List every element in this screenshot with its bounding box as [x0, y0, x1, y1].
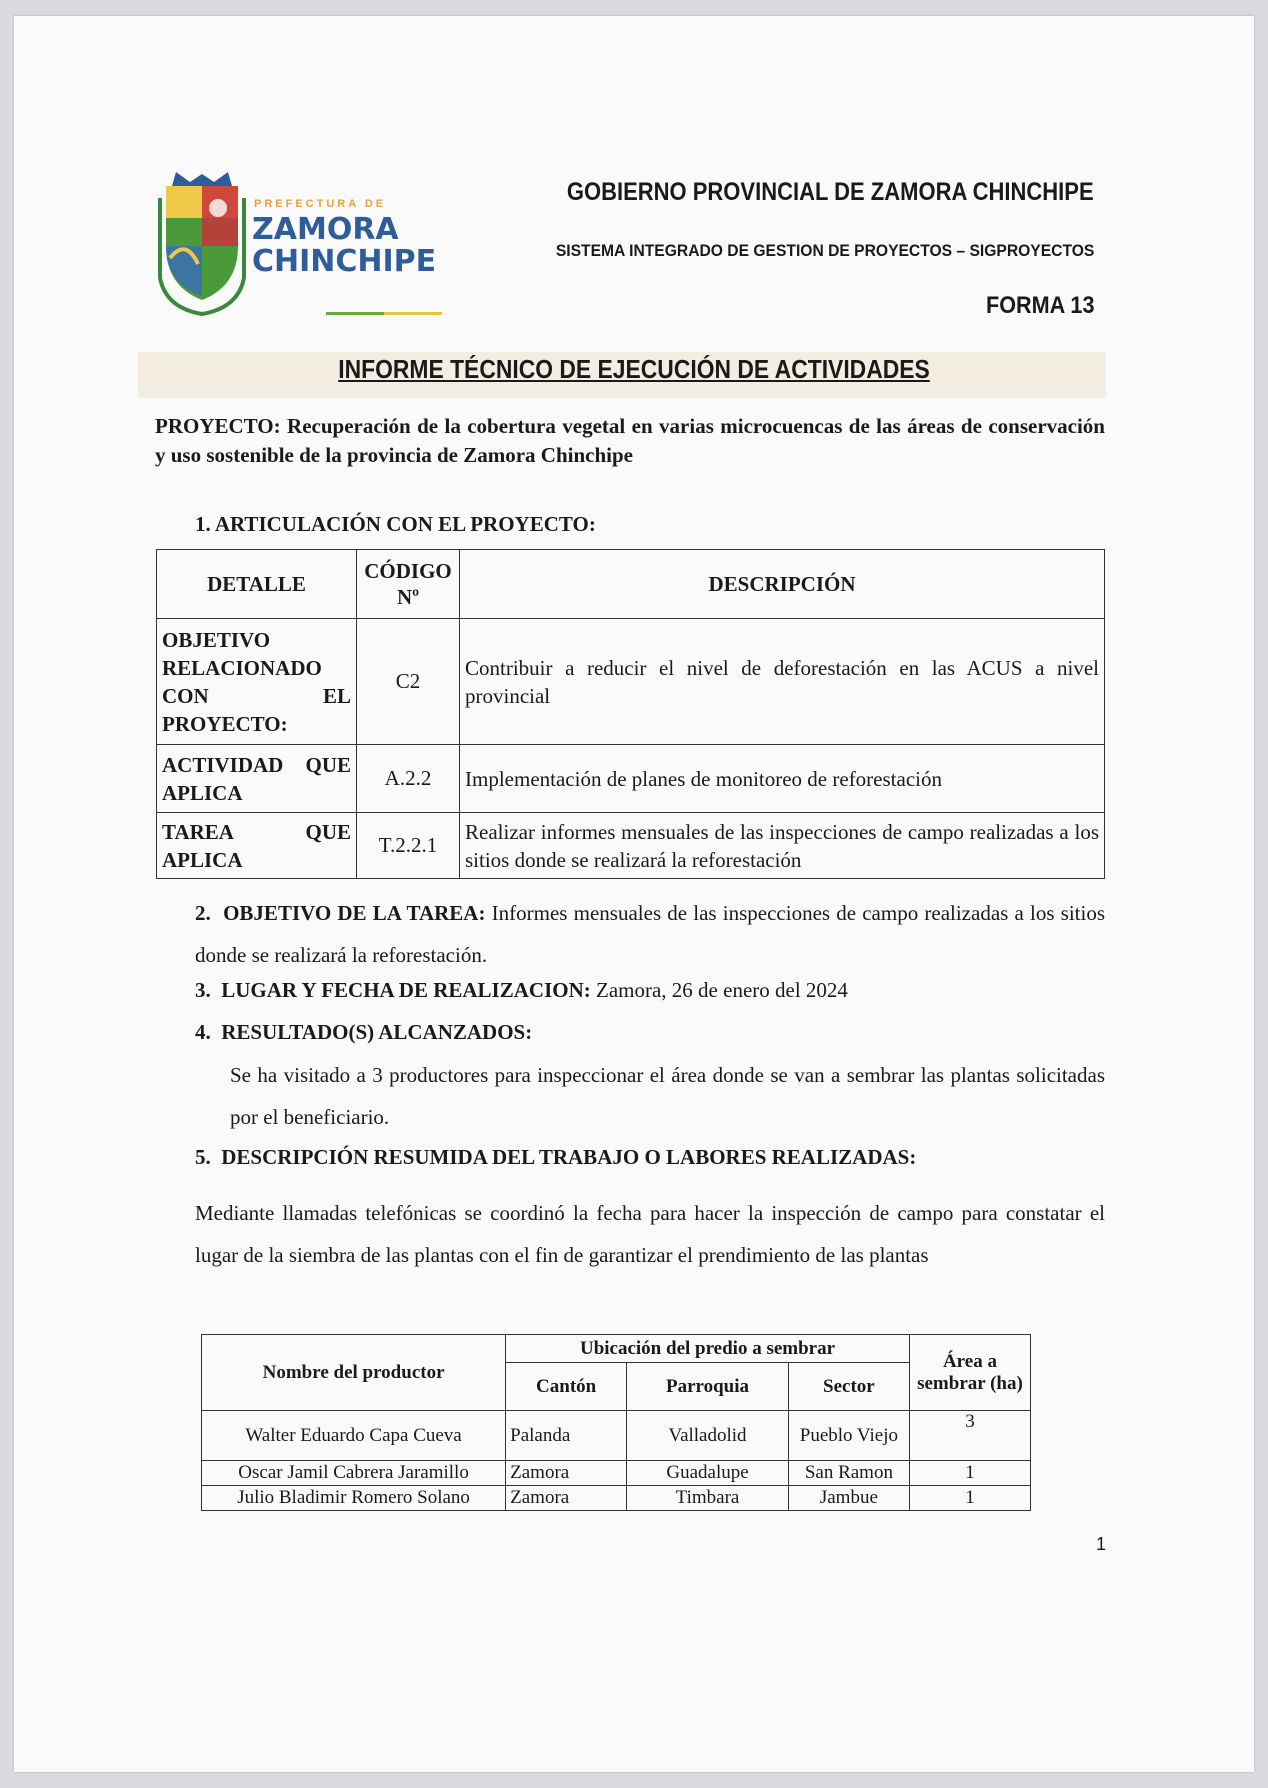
- section-5-label: DESCRIPCIÓN RESUMIDA DEL TRABAJO O LABORES REALIZADAS:: [221, 1145, 917, 1169]
- table-row: [202, 1486, 1031, 1511]
- government-heading: GOBIERNO PROVINCIAL DE ZAMORA CHINCHIPE: [567, 178, 1094, 206]
- table-header-row: [157, 550, 1105, 619]
- document-page: [14, 16, 1254, 1772]
- cell-canton: Zamora: [506, 1486, 627, 1511]
- header-area: Área a sembrar (ha): [909, 1335, 1030, 1411]
- section-4: 4. RESULTADO(S) ALCANZADOS:: [195, 1020, 533, 1044]
- cell-sector: San Ramon: [788, 1461, 909, 1486]
- project-text: Recuperación de la cobertura vegetal en varias microcuencas de las áreas de conservación y uso sostenible de la provincia de Zamora Chinchipe: [155, 414, 1105, 467]
- cell-parish: Guadalupe: [627, 1461, 789, 1486]
- header-parish: Parroquia: [627, 1363, 789, 1411]
- table-row: [157, 619, 1105, 745]
- section-3-text: Zamora, 26 de enero del 2024: [596, 978, 848, 1002]
- report-title: INFORME TÉCNICO DE EJECUCIÓN DE ACTIVIDADES: [338, 354, 930, 384]
- project-label: PROYECTO:: [155, 414, 281, 438]
- header-canton: Cantón: [506, 1363, 627, 1411]
- section-5: [195, 1142, 1105, 1172]
- form-number: FORMA 13: [985, 292, 1094, 319]
- logo-divider: [326, 312, 442, 315]
- section-3-label: LUGAR Y FECHA DE REALIZACION: [221, 978, 584, 1002]
- row-detail: OBJETIVO RELACIONADO CON EL PROYECTO:: [157, 619, 357, 745]
- row-code: A.2.2: [357, 745, 460, 813]
- articulation-table: [156, 549, 1105, 879]
- prefectura-logo: [156, 168, 446, 318]
- section-3-num: 3.: [195, 978, 211, 1002]
- table-header-row: [202, 1335, 1031, 1363]
- table-row: [202, 1411, 1031, 1461]
- system-heading: SISTEMA INTEGRADO DE GESTION DE PROYECTOS – SIGPROYECTOS: [555, 241, 1094, 260]
- project-block: [155, 412, 1105, 470]
- section-2-label: OBJETIVO DE LA TAREA: [223, 901, 479, 925]
- header-code: CÓDIGO Nº: [357, 550, 460, 619]
- section-2-text: Informes mensuales de las inspecciones de campo realizadas a los sitios donde se realizará la reforestación.: [195, 901, 1106, 967]
- section-5-num: 5.: [195, 1145, 211, 1169]
- header-location: Ubicación del predio a sembrar: [506, 1335, 910, 1363]
- section-4-label: RESULTADO(S) ALCANZADOS: [221, 1020, 526, 1044]
- cell-name: Oscar Jamil Cabrera Jaramillo: [202, 1461, 506, 1486]
- cell-area: 3: [909, 1411, 1030, 1461]
- table-row: [157, 813, 1105, 879]
- logo-title-line1: ZAMORA: [252, 212, 399, 247]
- header-detail: DETALLE: [157, 550, 357, 619]
- row-description: Implementación de planes de monitoreo de reforestación: [460, 745, 1105, 813]
- section-4-text: Se ha visitado a 3 productores para inspeccionar el área donde se van a sembrar las plantas solicitadas por el beneficiario.: [230, 1063, 1105, 1129]
- table-row: [202, 1461, 1031, 1486]
- row-code: T.2.2.1: [357, 813, 460, 879]
- cell-parish: Valladolid: [627, 1411, 789, 1461]
- row-detail: TAREA QUE APLICA: [157, 813, 357, 879]
- section-2-num: 2.: [195, 901, 211, 925]
- coat-of-arms-icon: [156, 168, 248, 318]
- row-code: C2: [357, 619, 460, 745]
- logo-subtitle: PREFECTURA DE: [254, 198, 387, 210]
- page-number: 1: [1096, 1534, 1107, 1554]
- section-1-heading: 1. ARTICULACIÓN CON EL PROYECTO:: [195, 512, 596, 536]
- section-3: 3. LUGAR Y FECHA DE REALIZACION: Zamora, 26 de enero del 2024: [195, 978, 848, 1002]
- row-description: Contribuir a reducir el nivel de deforestación en las ACUS a nivel provincial: [460, 619, 1105, 745]
- header-producer-name: Nombre del productor: [202, 1335, 506, 1411]
- section-5-text: Mediante llamadas telefónicas se coordinó la fecha para hacer la inspección de campo para constatar el lugar de la siembra de las plantas con el fin de garantizar el prendimiento de las plantas: [195, 1201, 1105, 1267]
- cell-parish: Timbara: [627, 1486, 789, 1511]
- cell-name: Julio Bladimir Romero Solano: [202, 1486, 506, 1511]
- cell-canton: Palanda: [506, 1411, 627, 1461]
- table-row: [157, 745, 1105, 813]
- logo-title: [252, 214, 436, 278]
- cell-area: 1: [909, 1486, 1030, 1511]
- header-sector: Sector: [788, 1363, 909, 1411]
- cell-sector: Jambue: [788, 1486, 909, 1511]
- cell-canton: Zamora: [506, 1461, 627, 1486]
- row-description: Realizar informes mensuales de las inspecciones de campo realizadas a los sitios donde se realizará la reforestación: [460, 813, 1105, 879]
- cell-sector: Pueblo Viejo: [788, 1411, 909, 1461]
- row-detail: ACTIVIDAD QUE APLICA: [157, 745, 357, 813]
- section-2: 2. OBJETIVO DE LA TAREA: Informes mensuales de las inspecciones de campo realizadas a los sitios donde se realizará la reforestación.: [195, 901, 1106, 967]
- cell-name: Walter Eduardo Capa Cueva: [202, 1411, 506, 1461]
- logo-title-line2: CHINCHIPE: [252, 244, 437, 279]
- cell-area: 1: [909, 1461, 1030, 1486]
- producers-table: [201, 1334, 1031, 1511]
- header-description: DESCRIPCIÓN: [460, 550, 1105, 619]
- section-4-num: 4.: [195, 1020, 211, 1044]
